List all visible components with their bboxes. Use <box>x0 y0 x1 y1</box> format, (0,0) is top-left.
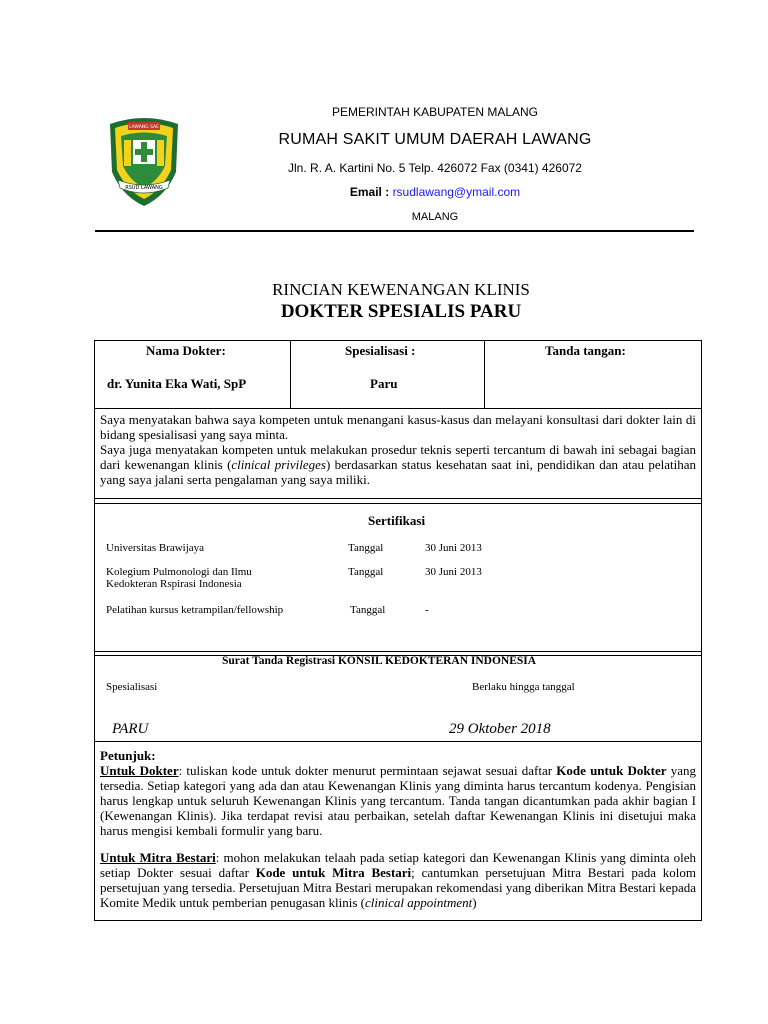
hospital-logo <box>106 110 182 210</box>
instructions-partner: Untuk Mitra Bestari: mohon melakukan telaah pada setiap kategori dan Kewenangan Klinis yang diminta oleh setiap Dokter sesuai daftar Kode untuk Mitra Bestari; cantumkan persetujuan Mitra Bestari pada kolom persetujuan yang tersedia. Persetujuan Mitra Bestari merupakan rekomendasi yang diberikan Mitra Bestari kepada Komite Medik untuk pemberian penugasan klinis (clinical appointment) <box>100 850 696 910</box>
col-divider-1 <box>290 340 291 408</box>
cert-1-date: 30 Juni 2013 <box>425 542 482 554</box>
cert-2-institution: Kolegium Pulmonologi dan Ilmu Kedokteran Rspirasi Indonesia <box>106 566 252 590</box>
logo-top-text: LAWANG SAE <box>129 125 159 130</box>
letterhead-divider <box>95 230 694 232</box>
cert-3-date: - <box>425 604 429 616</box>
cert-2-date-label: Tanggal <box>348 566 384 578</box>
instructions-heading: Petunjuk: <box>100 748 156 763</box>
logo-cross-h <box>135 149 153 155</box>
cert-1-institution: Universitas Brawijaya <box>106 542 205 554</box>
govt-name: PEMERINTAH KABUPATEN MALANG <box>331 105 539 119</box>
registration-specialty-value: PARU <box>112 721 149 737</box>
statement-p2: Saya juga menyatakan kompeten untuk melakukan prosedur teknis seperti tercantum di bawah ini sebagai bagian dari kewenangan klinis (clinical privileges) berdasarkan status kesehatan saat ini, pendidikan dan atau pelatihan yang saya jalani serta pengalaman yang saya miliki. <box>100 442 696 487</box>
row-divider-2 <box>94 498 702 499</box>
document-title: RINCIAN KEWENANGAN KLINIS <box>272 280 530 299</box>
document-subtitle: DOKTER SPESIALIS PARU <box>280 301 522 322</box>
hospital-address: Jln. R. A. Kartini No. 5 Telp. 426072 Fax (0341) 426072 <box>288 161 582 175</box>
registration-heading: Surat Tanda Registrasi KONSIL KEDOKTERAN INDONESIA <box>222 655 537 667</box>
email-label: Email : <box>349 185 390 199</box>
cert-1-date-label: Tanggal <box>348 542 384 554</box>
city: MALANG <box>411 211 459 223</box>
row-divider-4 <box>94 741 702 742</box>
specialty-value: Paru <box>370 376 398 391</box>
statement-p1: Saya menyatakan bahwa saya kompeten untuk menangani kasus-kasus dan melayani konsultasi dari dokter lain di bidang spesialisasi yang saya minta. <box>100 412 696 442</box>
cert-3-institution: Pelatihan kursus ketrampilan/fellowship <box>106 604 284 616</box>
registration-validity-value: 29 Oktober 2018 <box>449 721 551 737</box>
email-link[interactable]: rsudlawang@ymail.com <box>392 185 521 199</box>
row-divider-2b <box>94 503 702 504</box>
instructions-doctor-label: Untuk Dokter <box>100 763 179 778</box>
doctor-name-value: dr. Yunita Eka Wati, SpP <box>107 376 247 391</box>
cert-3-date-label: Tanggal <box>350 604 386 616</box>
instructions-block <box>100 748 696 910</box>
instructions-partner-label: Untuk Mitra Bestari <box>100 850 216 865</box>
signature-header: Tanda tangan: <box>545 343 626 358</box>
specialty-header: Spesialisasi : <box>345 343 416 358</box>
col-divider-2 <box>484 340 485 408</box>
cert-2-date: 30 Juni 2013 <box>425 566 482 578</box>
instructions-doctor: Untuk Dokter: tuliskan kode untuk dokter menurut permintaan sejawat sesuai daftar Kode untuk Dokter yang tersedia. Setiap kategori yang ada dan atau Kewenangan Klinis yang diminta harus tercantum kodenya. Pengisian harus lengkap untuk seluruh Kewenangan Klinis yang tercantum. Tanda tangan dicantumkan pada akhir bagian I (Kewenangan Klinis). Jika terdapat revisi atau perbaikan, setelah daftar Kewenangan Klinis ini disetujui maka harus mengisi kembali formulir yang baru. <box>100 763 696 838</box>
doctor-name-header: Nama Dokter: <box>146 343 226 358</box>
statement-block <box>100 412 696 487</box>
email-line <box>180 185 690 199</box>
certification-heading: Sertifikasi <box>368 513 426 528</box>
logo-bottom-text: RSUD LAWANG <box>125 185 163 191</box>
signature-field[interactable] <box>490 362 695 402</box>
registration-validity-label: Berlaku hingga tanggal <box>472 681 575 693</box>
registration-specialty-label: Spesialisasi <box>106 681 158 693</box>
hospital-name: RUMAH SAKIT UMUM DAERAH LAWANG <box>278 131 592 148</box>
row-divider-3 <box>94 651 702 652</box>
row-divider-1 <box>94 408 702 409</box>
